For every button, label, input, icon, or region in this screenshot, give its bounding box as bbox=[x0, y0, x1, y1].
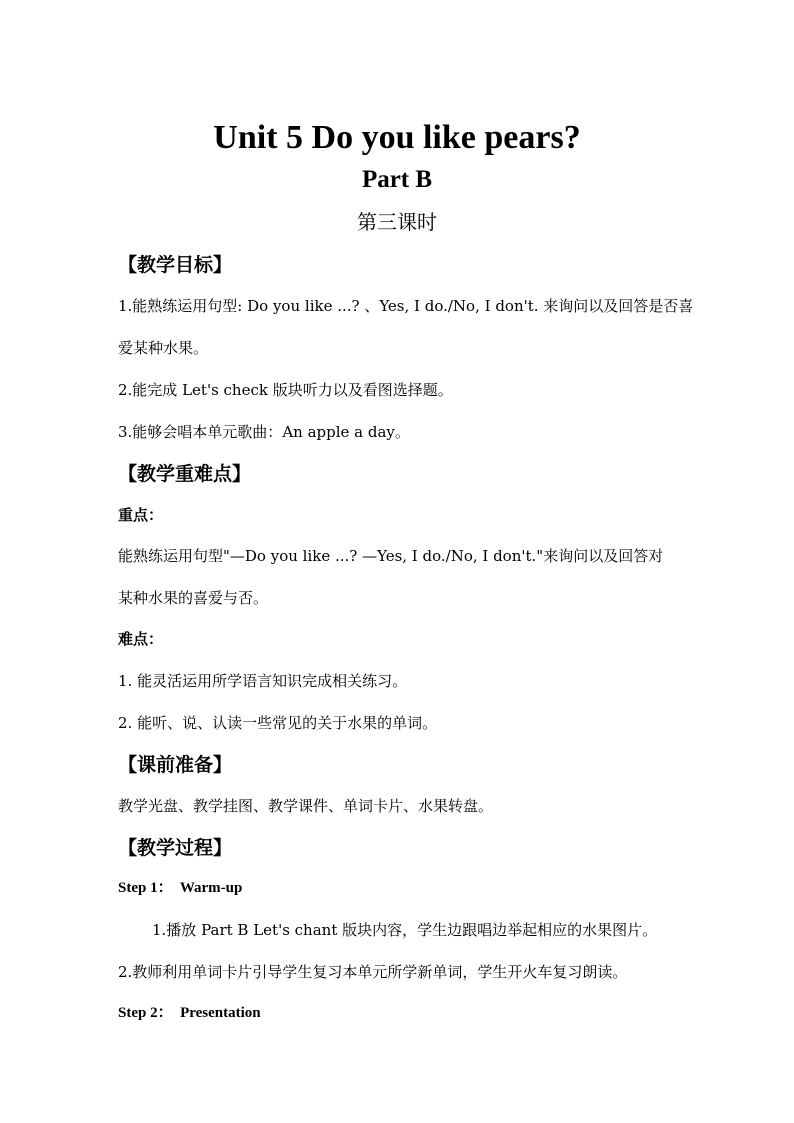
step-1-title: Step 1： Warm-up bbox=[118, 880, 243, 896]
prep-heading: 【课前准备】 bbox=[118, 754, 233, 776]
difficulty-label: 难点： bbox=[118, 630, 164, 648]
prep-text: 教学光盘、教学挂图、教学课件、单词卡片、水果转盘。 bbox=[118, 797, 494, 815]
step-2-title: Step 2： Presentation bbox=[118, 1005, 261, 1021]
focus-label: 重点： bbox=[118, 506, 164, 524]
goal-item-2: 2.能完成 Let's check 版块听力以及看图选择题。 bbox=[118, 381, 453, 399]
document-title: Unit 5 Do you like pears? bbox=[213, 119, 581, 156]
key-points-heading: 【教学重难点】 bbox=[118, 463, 252, 485]
step-1-line-2: 2.教师利用单词卡片引导学生复习本单元所学新单词，学生开火车复习朗读。 bbox=[118, 963, 628, 981]
process-heading: 【教学过程】 bbox=[118, 837, 233, 859]
difficulty-line-1: 1. 能灵活运用所学语言知识完成相关练习。 bbox=[118, 672, 408, 690]
goal-item-1: 1.能熟练运用句型: Do you like ...? 、Yes, I do./No, I don't. 来询问以及回答是否喜 bbox=[118, 297, 694, 315]
lesson-label: 第三课时 bbox=[357, 210, 437, 234]
goals-heading: 【教学目标】 bbox=[118, 254, 233, 276]
goal-item-1-cont: 爱某种水果。 bbox=[118, 339, 209, 357]
focus-line-1: 能熟练运用句型"—Do you like ...? —Yes, I do./No, I don't."来询问以及回答对 bbox=[118, 547, 664, 565]
document-subtitle: Part B bbox=[361, 166, 433, 193]
goal-item-3: 3.能够会唱本单元歌曲：An apple a day。 bbox=[118, 423, 410, 441]
focus-line-2: 某种水果的喜爱与否。 bbox=[118, 589, 269, 607]
step-1-line-1: 1.播放 Part B Let's chant 版块内容，学生边跟唱边举起相应的水果图片。 bbox=[152, 921, 658, 939]
difficulty-line-2: 2. 能听、说、认读一些常见的关于水果的单词。 bbox=[118, 714, 438, 732]
